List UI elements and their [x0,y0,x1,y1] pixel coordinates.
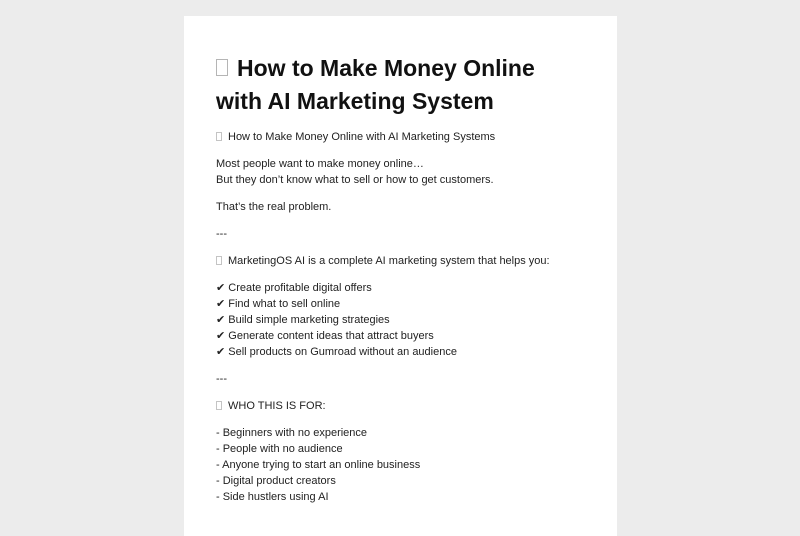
benefits-list [216,280,585,360]
missing-emoji-icon [216,132,222,141]
audience-item: - Side hustlers using AI [216,491,329,503]
missing-emoji-icon [216,59,228,76]
intro-paragraph [216,156,585,188]
intro-line: Most people want to make money online… [216,158,424,170]
audience-item: - Digital product creators [216,475,336,487]
audience-item: - People with no audience [216,443,343,455]
problem-paragraph: That’s the real problem. [216,201,332,213]
benefit-item: ✔ Create profitable digital offers [216,282,372,294]
page-title-text: How to Make Money Online with AI Marketing System [216,55,535,114]
audience-heading [216,398,585,414]
audience-item: - Anyone trying to start an online business [216,459,421,471]
product-intro-text: MarketingOS AI is a complete AI marketing system that helps you: [228,255,550,267]
benefit-item: ✔ Generate content ideas that attract buyers [216,330,434,342]
intro-line: But they don’t know what to sell or how to get customers. [216,174,494,186]
document-page [184,16,617,536]
subtitle-line [216,129,585,145]
audience-heading-text: WHO THIS IS FOR: [228,400,326,412]
benefit-item: ✔ Sell products on Gumroad without an audience [216,346,457,358]
audience-list [216,425,585,505]
separator: --- [216,373,227,385]
audience-item: - Beginners with no experience [216,427,368,439]
subtitle-text: How to Make Money Online with AI Marketing Systems [228,131,496,143]
benefit-item: ✔ Find what to sell online [216,298,341,310]
separator: --- [216,228,227,240]
missing-emoji-icon [216,401,222,410]
page-title [216,52,585,118]
benefit-item: ✔ Build simple marketing strategies [216,314,390,326]
missing-emoji-icon [216,256,222,265]
product-intro-line [216,253,585,269]
